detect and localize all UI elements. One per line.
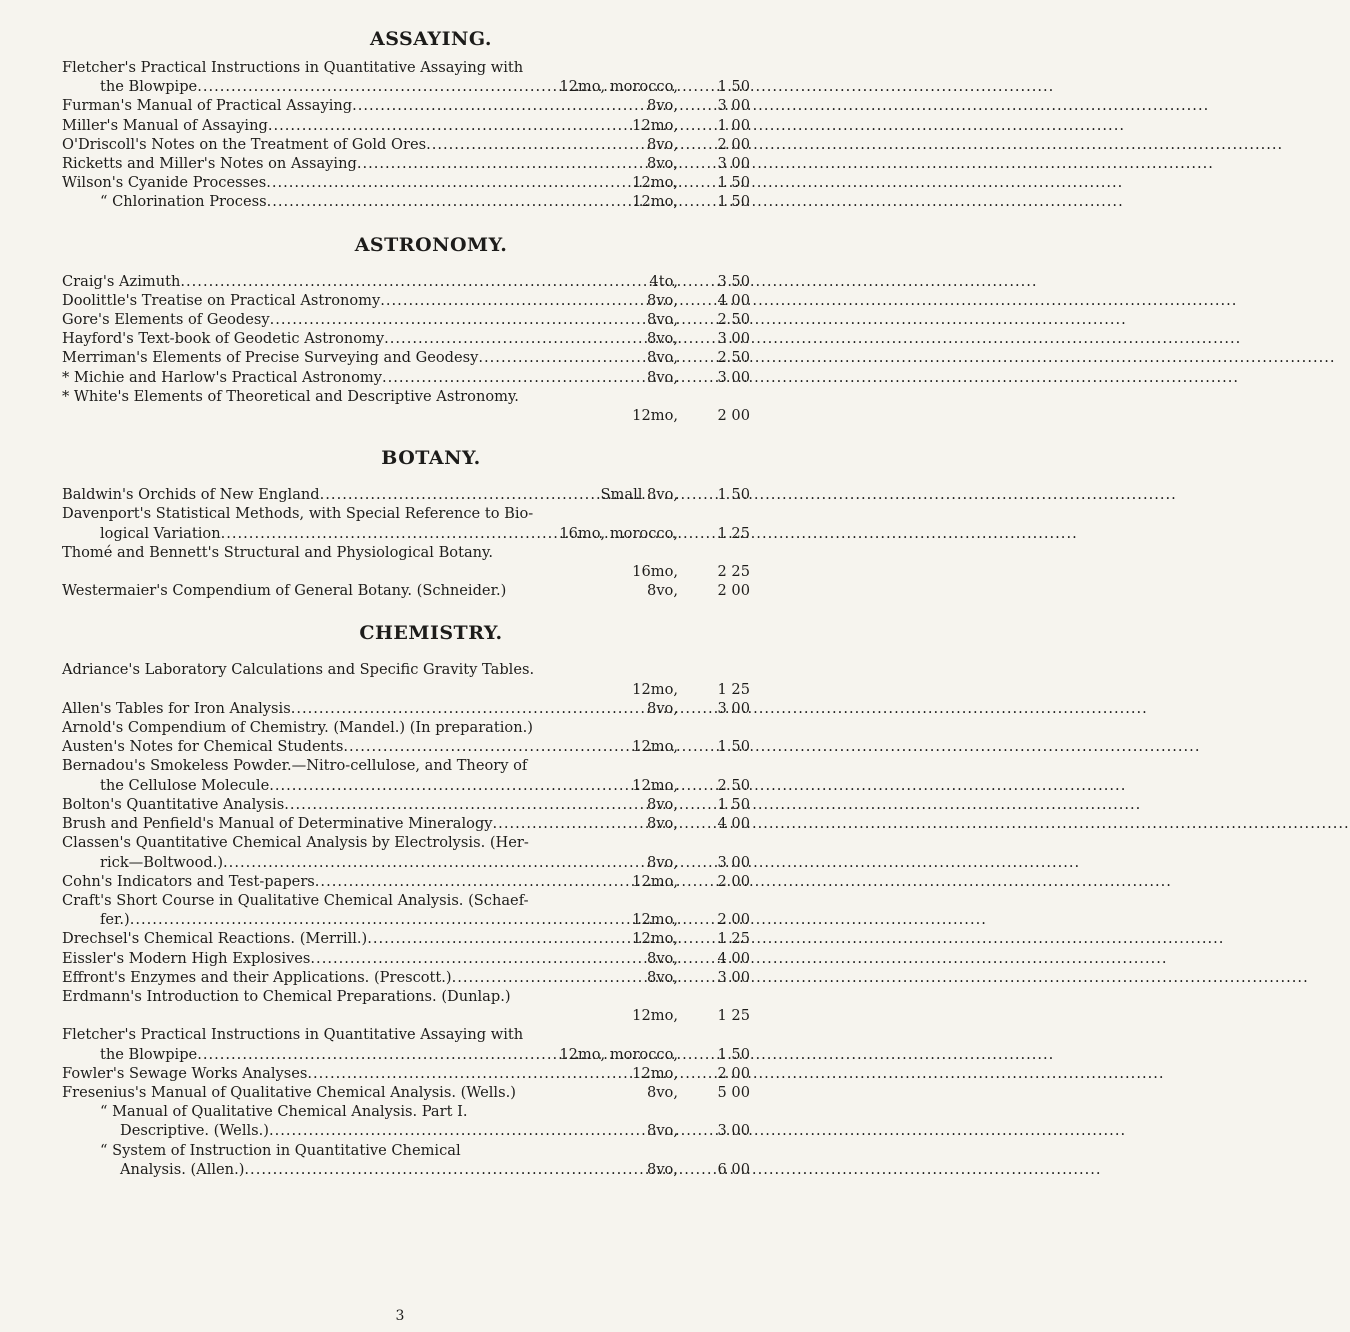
entry-line bbox=[62, 1064, 750, 1083]
entry-format: 8vo, bbox=[647, 349, 678, 367]
entry-format: 8vo, bbox=[647, 1160, 678, 1178]
entry-format: 12mo, bbox=[632, 116, 678, 134]
entry-price: 3 00 bbox=[717, 97, 750, 115]
leader-dots bbox=[269, 776, 632, 795]
entry-line bbox=[62, 795, 750, 814]
entry-title: Allen's Tables for Iron Analysis bbox=[62, 699, 291, 717]
entry-title-line: Davenport's Statistical Methods, with Special Reference to Bio- bbox=[62, 505, 534, 523]
catalog-entry bbox=[62, 756, 750, 794]
entry-line bbox=[62, 524, 750, 543]
entry-line bbox=[62, 485, 750, 504]
entry-price: 3 00 bbox=[717, 968, 750, 986]
leader-dots bbox=[244, 1160, 647, 1179]
entry-title: the Cellulose Molecule bbox=[100, 776, 270, 794]
entry-title: Gore's Elements of Geodesy bbox=[62, 311, 270, 329]
entry-format: 12mo, bbox=[632, 174, 678, 192]
catalog-entry bbox=[62, 485, 750, 504]
entry-title-line: Fletcher's Practical Instructions in Quantitative Assaying with bbox=[62, 59, 524, 76]
entry-price: 1 50 bbox=[717, 193, 750, 211]
entry-price: 1 25 bbox=[717, 680, 750, 698]
entry-format: 8vo, bbox=[647, 699, 678, 717]
entry-title: Baldwin's Orchids of New England bbox=[62, 486, 320, 504]
entry-title: Fresenius's Manual of Qualitative Chemical Analysis. (Wells.) bbox=[62, 1083, 516, 1101]
entry-line bbox=[62, 581, 750, 600]
catalog-entry bbox=[62, 872, 750, 891]
entry-format: 8vo, bbox=[647, 853, 678, 871]
entry-line bbox=[62, 116, 750, 135]
entry-line bbox=[62, 543, 750, 562]
entry-price: 2 00 bbox=[717, 1064, 750, 1082]
catalog-entry bbox=[62, 272, 750, 291]
catalog-entry bbox=[62, 891, 750, 929]
catalog-entry bbox=[62, 96, 750, 115]
entry-line bbox=[62, 1025, 750, 1044]
entry-title: Brush and Penfield's Manual of Determinative Mineralogy bbox=[62, 815, 493, 833]
entry-format: 12mo, bbox=[632, 872, 678, 890]
entry-title-line: Bernadou's Smokeless Powder.—Nitro-cellulose, and Theory of bbox=[62, 757, 528, 775]
entry-line bbox=[62, 135, 750, 154]
entry-format: 8vo, bbox=[647, 949, 678, 967]
entry-format: 12mo, bbox=[632, 930, 678, 948]
entry-price: 1 25 bbox=[717, 524, 750, 542]
entry-price: 1 50 bbox=[717, 486, 750, 504]
entry-title: Miller's Manual of Assaying bbox=[62, 116, 268, 134]
entry-price: 1 25 bbox=[717, 930, 750, 948]
entry-format: 4to, bbox=[649, 272, 678, 290]
leader-dots bbox=[384, 329, 647, 348]
sections bbox=[62, 28, 800, 1179]
catalog-entry bbox=[62, 504, 750, 542]
entry-title: Eissler's Modern High Explosives bbox=[62, 949, 311, 967]
entry-line bbox=[62, 562, 750, 581]
entry-price: 2 00 bbox=[717, 872, 750, 890]
entry-line bbox=[62, 154, 750, 173]
entry-line bbox=[62, 291, 750, 310]
entry-line bbox=[62, 718, 750, 737]
leader-dots bbox=[478, 348, 647, 367]
entry-line bbox=[62, 853, 750, 872]
leader-dots bbox=[270, 310, 647, 329]
catalog-entry bbox=[62, 368, 750, 387]
entry-price: 2 50 bbox=[717, 311, 750, 329]
section-title: CHEMISTRY. bbox=[359, 622, 503, 645]
catalog-entry bbox=[62, 968, 750, 987]
entry-line bbox=[62, 406, 750, 425]
entry-line bbox=[62, 1006, 750, 1025]
page-number: 3 bbox=[395, 1308, 405, 1324]
entry-line bbox=[62, 872, 750, 891]
entry-line bbox=[62, 814, 750, 833]
entry-format: 12mo, bbox=[632, 1064, 678, 1082]
entry-price: 1 50 bbox=[717, 795, 750, 813]
catalog-entry bbox=[62, 1141, 750, 1179]
catalog-entry bbox=[62, 192, 750, 211]
entry-line bbox=[62, 756, 750, 775]
entry-title: Hayford's Text-book of Geodetic Astronomy bbox=[62, 330, 385, 348]
entry-format: 16mo, morocco, bbox=[559, 524, 678, 542]
entry-line bbox=[62, 504, 750, 523]
entry-line bbox=[62, 1045, 750, 1064]
entry-title-line: * White's Elements of Theoretical and Descriptive Astronomy. bbox=[62, 387, 519, 405]
entry-price: 3 00 bbox=[717, 155, 750, 173]
entry-title: * Michie and Harlow's Practical Astronomy bbox=[62, 368, 382, 386]
entry-price: 2 00 bbox=[717, 911, 750, 929]
entry-title-line: Erdmann's Introduction to Chemical Preparations. (Dunlap.) bbox=[62, 987, 511, 1005]
entry-price: 2 50 bbox=[717, 349, 750, 367]
entry-line bbox=[62, 987, 750, 1006]
entry-format: 8vo, bbox=[647, 795, 678, 813]
entry-title: Effront's Enzymes and their Applications. (Prescott.) bbox=[62, 968, 452, 986]
section-title: ASSAYING. bbox=[369, 28, 493, 50]
catalog-entry bbox=[62, 348, 750, 367]
entry-title: “ Chlorination Process bbox=[100, 193, 267, 211]
entry-price: 2 00 bbox=[717, 135, 750, 153]
leader-dots bbox=[197, 1045, 559, 1064]
catalog-entry bbox=[62, 154, 750, 173]
catalog-entry bbox=[62, 310, 750, 329]
entry-line bbox=[62, 96, 750, 115]
entry-line bbox=[62, 968, 750, 987]
entry-price: 3 00 bbox=[717, 853, 750, 871]
entry-line bbox=[62, 891, 750, 910]
leader-dots bbox=[426, 135, 647, 154]
catalog-entry bbox=[62, 699, 750, 718]
entry-format: 8vo, bbox=[647, 582, 678, 600]
entry-format: 8vo, bbox=[647, 1083, 678, 1101]
leader-dots bbox=[493, 814, 647, 833]
entry-format: 12mo, bbox=[632, 1007, 678, 1025]
entry-title: the Blowpipe bbox=[100, 78, 198, 96]
leader-dots bbox=[221, 524, 560, 543]
entry-price: 1 50 bbox=[717, 1045, 750, 1063]
leader-dots bbox=[357, 154, 647, 173]
leader-dots bbox=[367, 929, 632, 948]
catalog-entry bbox=[62, 173, 750, 192]
catalog-entry bbox=[62, 737, 750, 756]
leader-dots bbox=[320, 485, 601, 504]
leader-dots bbox=[307, 1064, 632, 1083]
entry-price: 3 00 bbox=[717, 1122, 750, 1140]
leader-dots bbox=[130, 910, 632, 929]
entry-line bbox=[62, 387, 750, 406]
entry-line bbox=[62, 1121, 750, 1140]
catalog-entry bbox=[62, 1102, 750, 1140]
catalog-entry bbox=[62, 329, 750, 348]
leader-dots bbox=[382, 368, 647, 387]
entry-price: 3 50 bbox=[717, 272, 750, 290]
entry-price: 1 00 bbox=[717, 116, 750, 134]
entry-format: 12mo, morocco, bbox=[559, 1045, 678, 1063]
catalog-entry bbox=[62, 387, 750, 425]
entry-format: 12mo, bbox=[632, 738, 678, 756]
entry-format: 8vo, bbox=[647, 968, 678, 986]
leader-dots bbox=[223, 853, 647, 872]
catalog-entry bbox=[62, 1083, 750, 1102]
entry-line bbox=[62, 1160, 750, 1179]
leader-dots bbox=[380, 291, 647, 310]
entry-title-line: “ Manual of Qualitative Chemical Analysis. Part I. bbox=[100, 1103, 468, 1121]
catalog-entry bbox=[62, 1064, 750, 1083]
entry-line bbox=[62, 173, 750, 192]
catalog-entry bbox=[62, 543, 750, 581]
catalog-entry bbox=[62, 291, 750, 310]
entry-price: 5 00 bbox=[717, 1083, 750, 1101]
entry-price: 4 00 bbox=[717, 815, 750, 833]
catalog-entry bbox=[62, 135, 750, 154]
entry-format: 12mo, bbox=[632, 776, 678, 794]
entry-format: 12mo, bbox=[632, 680, 678, 698]
leader-dots bbox=[266, 173, 632, 192]
entry-title-line: Fletcher's Practical Instructions in Quantitative Assaying with bbox=[62, 1026, 524, 1044]
catalog-entry bbox=[62, 581, 750, 600]
entry-format: 12mo, bbox=[632, 407, 678, 425]
entry-title-line: “ System of Instruction in Quantitative Chemical bbox=[100, 1141, 461, 1159]
catalog-entry bbox=[62, 660, 750, 698]
leader-dots bbox=[267, 192, 633, 211]
leader-dots bbox=[310, 949, 647, 968]
entry-gap bbox=[516, 1083, 521, 1102]
entry-title: Drechsel's Chemical Reactions. (Merrill.) bbox=[62, 930, 368, 948]
entry-line bbox=[62, 910, 750, 929]
section-1 bbox=[62, 234, 800, 426]
catalog-entry bbox=[62, 814, 750, 833]
entry-format: 8vo, bbox=[647, 815, 678, 833]
entry-line bbox=[62, 1102, 750, 1121]
catalog-entry bbox=[62, 949, 750, 968]
entry-format: 12mo, bbox=[632, 193, 678, 211]
section-title: ASTRONOMY. bbox=[354, 233, 508, 256]
entry-price: 6 00 bbox=[717, 1160, 750, 1178]
entry-title: fer.) bbox=[100, 911, 130, 929]
entry-format: 16mo, bbox=[632, 563, 678, 581]
entry-price: 3 00 bbox=[717, 330, 750, 348]
leader-dots bbox=[197, 77, 559, 96]
entry-format: 8vo, bbox=[647, 155, 678, 173]
entry-format: 12mo, morocco, bbox=[559, 78, 678, 96]
catalog-entry bbox=[62, 795, 750, 814]
entry-line bbox=[62, 272, 750, 291]
catalog-entry bbox=[62, 718, 750, 737]
entry-price: 1 50 bbox=[717, 78, 750, 96]
leader-dots bbox=[291, 699, 647, 718]
entry-price: 1 50 bbox=[717, 174, 750, 192]
catalog-entry bbox=[62, 116, 750, 135]
section-3 bbox=[62, 622, 800, 1178]
entry-title: Austen's Notes for Chemical Students bbox=[62, 738, 344, 756]
entry-format: 8vo, bbox=[647, 368, 678, 386]
entry-price: 2 00 bbox=[717, 582, 750, 600]
catalog-entry bbox=[62, 58, 750, 96]
catalog-entry bbox=[62, 929, 750, 948]
entry-line bbox=[62, 192, 750, 211]
entry-line bbox=[62, 776, 750, 795]
entry-price: 3 00 bbox=[717, 699, 750, 717]
entry-title: rick—Boltwood.) bbox=[100, 853, 224, 871]
entry-line bbox=[62, 1083, 750, 1102]
entry-title-line: Craft's Short Course in Qualitative Chemical Analysis. (Schaef- bbox=[62, 891, 529, 909]
entry-line bbox=[62, 929, 750, 948]
entry-format: 8vo, bbox=[647, 330, 678, 348]
leader-dots bbox=[343, 737, 632, 756]
section-0 bbox=[62, 28, 800, 212]
entry-line bbox=[62, 368, 750, 387]
entry-format: Small 8vo, bbox=[600, 486, 678, 504]
entry-line bbox=[62, 699, 750, 718]
entry-line bbox=[62, 329, 750, 348]
entry-title: Doolittle's Treatise on Practical Astronomy bbox=[62, 291, 381, 309]
entry-title: O'Driscoll's Notes on the Treatment of Gold Ores bbox=[62, 135, 427, 153]
entry-price: 4 00 bbox=[717, 291, 750, 309]
catalog-entry bbox=[62, 1025, 750, 1063]
entry-title: Ricketts and Miller's Notes on Assaying bbox=[62, 155, 357, 173]
entry-format: 8vo, bbox=[647, 311, 678, 329]
entry-line bbox=[62, 77, 750, 96]
entry-title: Westermaier's Compendium of General Botany. (Schneider.) bbox=[62, 582, 507, 600]
entry-gap bbox=[506, 581, 511, 600]
section-title: BOTANY. bbox=[381, 447, 481, 470]
leader-dots bbox=[315, 872, 632, 891]
entry-format: 12mo, bbox=[632, 911, 678, 929]
entry-title: Fowler's Sewage Works Analyses bbox=[62, 1064, 308, 1082]
entry-line bbox=[62, 310, 750, 329]
entry-price: 2 25 bbox=[717, 563, 750, 581]
entry-line bbox=[62, 348, 750, 367]
entry-title: Craig's Azimuth bbox=[62, 272, 181, 290]
entry-title: Merriman's Elements of Precise Surveying and Geodesy bbox=[62, 349, 479, 367]
leader-dots bbox=[269, 1121, 647, 1140]
entry-title: logical Variation bbox=[100, 524, 221, 542]
entry-title-line: Adriance's Laboratory Calculations and Specific Gravity Tables. bbox=[62, 661, 535, 679]
entry-title: Analysis. (Allen.) bbox=[120, 1160, 245, 1178]
entry-line bbox=[62, 58, 750, 77]
entry-title: Arnold's Compendium of Chemistry. (Mandel.) (In preparation.) bbox=[62, 719, 533, 737]
catalog-entry bbox=[62, 987, 750, 1025]
entry-price: 2 50 bbox=[717, 776, 750, 794]
entry-title-line: Thomé and Bennett's Structural and Physiological Botany. bbox=[62, 543, 493, 561]
entry-price: 1 25 bbox=[717, 1007, 750, 1025]
entry-price: 3 00 bbox=[717, 368, 750, 386]
entry-format: 8vo, bbox=[647, 97, 678, 115]
leader-dots bbox=[180, 272, 649, 291]
leader-dots bbox=[352, 96, 647, 115]
entry-line bbox=[62, 1141, 750, 1160]
leader-dots bbox=[452, 968, 647, 987]
section-2 bbox=[62, 447, 800, 600]
entry-title: Furman's Manual of Practical Assaying bbox=[62, 97, 353, 115]
entry-line bbox=[62, 680, 750, 699]
entry-title: Descriptive. (Wells.) bbox=[120, 1122, 269, 1140]
entry-price: 1 50 bbox=[717, 738, 750, 756]
entry-format: 8vo, bbox=[647, 291, 678, 309]
entry-line bbox=[62, 660, 750, 679]
entry-title: Bolton's Quantitative Analysis bbox=[62, 795, 285, 813]
entry-title: Wilson's Cyanide Processes bbox=[62, 174, 267, 192]
entry-price: 4 00 bbox=[717, 949, 750, 967]
entry-format: 8vo, bbox=[647, 1122, 678, 1140]
entry-title: the Blowpipe bbox=[100, 1045, 198, 1063]
entry-price: 2 00 bbox=[717, 407, 750, 425]
entry-line bbox=[62, 737, 750, 756]
leader-dots bbox=[268, 116, 632, 135]
entry-line bbox=[62, 949, 750, 968]
entry-title: Cohn's Indicators and Test-papers bbox=[62, 872, 315, 890]
catalog-entry bbox=[62, 833, 750, 871]
entry-line bbox=[62, 833, 750, 852]
entry-format: 8vo, bbox=[647, 135, 678, 153]
leader-dots bbox=[284, 795, 647, 814]
entry-title-line: Classen's Quantitative Chemical Analysis by Electrolysis. (Her- bbox=[62, 834, 529, 852]
